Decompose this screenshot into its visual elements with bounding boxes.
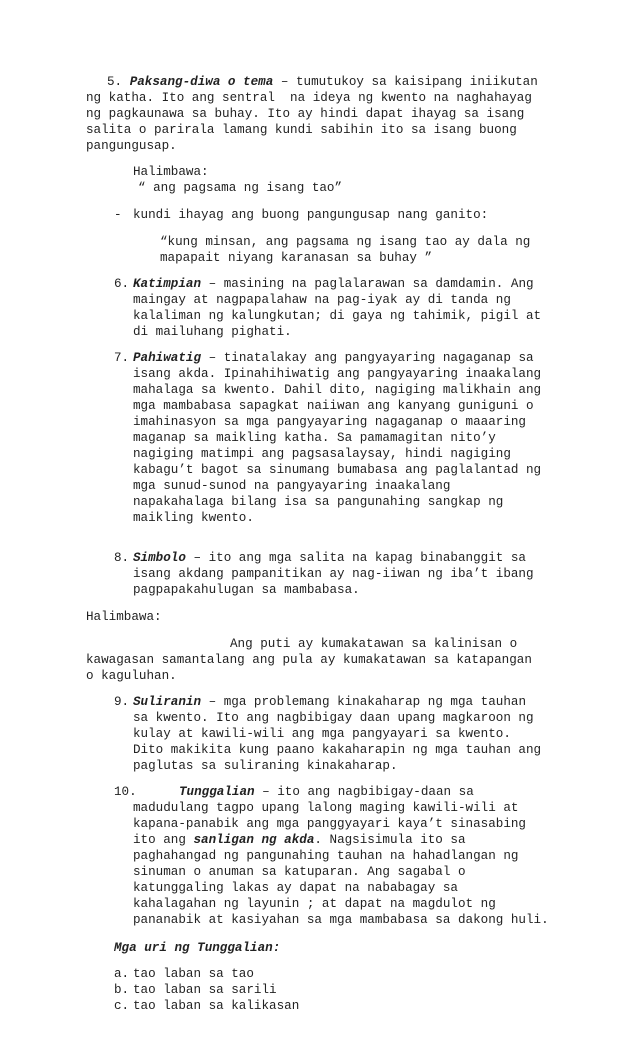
item-7-line-0: – tinatalakay ang pangyayaring nagaganap sa <box>201 351 534 365</box>
item-8-term: Simbolo <box>133 551 186 565</box>
types-item-b: tao laban sa sarili <box>133 983 277 997</box>
item-9-first-line <box>133 694 526 710</box>
item-6-line-1: maingay at nagpapalahaw na pag-iyak ay di tanda ng <box>133 293 511 307</box>
item-10-first-line <box>179 784 474 800</box>
types-heading: Mga uri ng Tunggalian: <box>114 941 281 955</box>
item-9-line-3: Dito makikita kung paano kakaharapin ng mga tauhan ang <box>133 743 542 757</box>
item-10-line-7: kahalagahan ng layunin ; at dapat na magdulot ng <box>133 897 496 911</box>
item-6-number: 6. <box>114 277 130 291</box>
item-10-line-6: katunggaling lakas ay dapat na nababagay sa <box>133 881 458 895</box>
item-8-first-line <box>133 550 526 566</box>
item-5-quote-line-1: mapapait niyang karanasan sa buhay ” <box>160 251 433 265</box>
types-letter-a: a. <box>114 967 130 981</box>
item-6-line-0: – masining na paglalarawan sa damdamin. Ang <box>201 277 534 291</box>
item-8-example-line-2: o kaguluhan. <box>86 669 177 683</box>
item-5-bullet: - <box>114 208 122 222</box>
item-9-number: 9. <box>114 695 130 709</box>
item-5-line-1: ng katha. Ito ang sentral na ideya ng kwento na naghahayag <box>86 91 532 105</box>
item-6-line-3: di mailuhang pighati. <box>133 325 292 339</box>
item-9-line-4: paglutas sa suliraning kinakaharap. <box>133 759 398 773</box>
item-5-line-4: pangungusap. <box>86 139 177 153</box>
item-10-bold-suffix: . Nagsisimula ito sa <box>314 833 466 847</box>
item-10-line-5: sinuman o anuman sa katuparan. Ang sagabal o <box>133 865 466 879</box>
item-5-line-3: salita o parirala lamang kundi sabihin ito sa isang buong <box>86 123 517 137</box>
item-9-term: Suliranin <box>133 695 202 709</box>
item-9-line-2: kulay at kawili-wili ang mga pangyayari sa kwento. <box>133 727 511 741</box>
item-7-line-8: mga sunud-sunod na pangyayaring inaakalang <box>133 479 451 493</box>
item-10-number: 10. <box>114 785 137 799</box>
item-6-first-line <box>133 276 534 292</box>
item-7-number: 7. <box>114 351 130 365</box>
item-5-number: 5. <box>107 75 123 89</box>
item-7-line-1: isang akda. Ipinahihiwatig ang pangyayaring inaakalang <box>133 367 542 381</box>
item-7-line-4: imahinasyon sa mga pangyayaring nagaganap o maaaring <box>133 415 526 429</box>
types-item-c: tao laban sa kalikasan <box>133 999 300 1013</box>
item-10-line-1: madudulang tagpo upang lalong maging kawili-wili at <box>133 801 519 815</box>
item-6-term: Katimpian <box>133 277 202 291</box>
item-10-term: Tunggalian <box>179 785 255 799</box>
item-5-first-line <box>107 74 538 90</box>
types-letter-b: b. <box>114 983 130 997</box>
item-9-line-1: sa kwento. Ito ang nagbibigay daan upang magkaroon ng <box>133 711 534 725</box>
item-5-line-0: – tumutukoy sa kaisipang iniikutan <box>273 75 538 89</box>
item-10-line-4: paghahangad ng pangunahing tauhan na hahadlangan ng <box>133 849 519 863</box>
item-7-line-5: maganap sa maikling katha. Sa pamamagitan nito’y <box>133 431 496 445</box>
item-8-line-0: – ito ang mga salita na kapag binabanggit sa <box>185 551 526 565</box>
item-8-line-2: pagpapakahulugan sa mambabasa. <box>133 583 360 597</box>
item-7-line-9: napakahalaga bilang isa sa pangunahing sangkap ng <box>133 495 504 509</box>
item-10-bold-term: sanligan ng akda <box>193 833 315 847</box>
types-letter-c: c. <box>114 999 130 1013</box>
item-10-first-rest: – ito ang nagbibigay-daan sa <box>254 785 474 799</box>
item-10-line-8: pananabik at kasiyahan sa mga mambabasa sa dakong huli. <box>133 913 549 927</box>
item-7-line-7: kabagu’t bagot sa sinumang bumabasa ang paglalantad ng <box>133 463 542 477</box>
item-7-line-3: mga mambabasa sapagkat naiiwan ang kanyang guniguni o <box>133 399 534 413</box>
item-5-line-2: ng pagkaunawa sa buhay. Ito ay hindi dapat ihayag sa isang <box>86 107 525 121</box>
item-10-bold-prefix: ito ang <box>133 833 194 847</box>
item-9-line-0: – mga problemang kinakaharap ng mga tauhan <box>201 695 527 709</box>
item-8-number: 8. <box>114 551 130 565</box>
item-8-example-label: Halimbawa: <box>86 610 162 624</box>
types-item-a: tao laban sa tao <box>133 967 254 981</box>
item-5-term: Paksang-diwa o tema <box>129 75 274 89</box>
item-10-line-2: kapana-panabik ang mga panggyayari kaya’t sinasabing <box>133 817 526 831</box>
item-7-first-line <box>133 350 534 366</box>
item-10-line-3 <box>133 832 466 848</box>
item-5-example-text: “ ang pagsama ng isang tao” <box>138 181 343 195</box>
item-7-line-2: mahalaga sa kwento. Dahil dito, nagiging malikhain ang <box>133 383 542 397</box>
item-8-example-line-1: kawagasan samantalang ang pula ay kumakatawan sa katapangan <box>86 653 532 667</box>
item-5-quote-line-0: “kung minsan, ang pagsama ng isang tao ay dala ng <box>160 235 531 249</box>
item-8-line-1: isang akdang pampanitikan ay nag-iiwan ng iba’t ibang <box>133 567 534 581</box>
item-5-bullet-text: kundi ihayag ang buong pangungusap nang ganito: <box>133 208 489 222</box>
item-8-example-line-0: Ang puti ay kumakatawan sa kalinisan o <box>230 637 518 651</box>
item-5-example-label: Halimbawa: <box>133 165 209 179</box>
item-7-line-10: maikling kwento. <box>133 511 254 525</box>
item-6-line-2: kalaliman ng kalungkutan; di gaya ng tahimik, pigil at <box>133 309 542 323</box>
item-7-term: Pahiwatig <box>133 351 202 365</box>
item-7-line-6: nagiging matimpi ang pagsasalaysay, hindi nagiging <box>133 447 511 461</box>
